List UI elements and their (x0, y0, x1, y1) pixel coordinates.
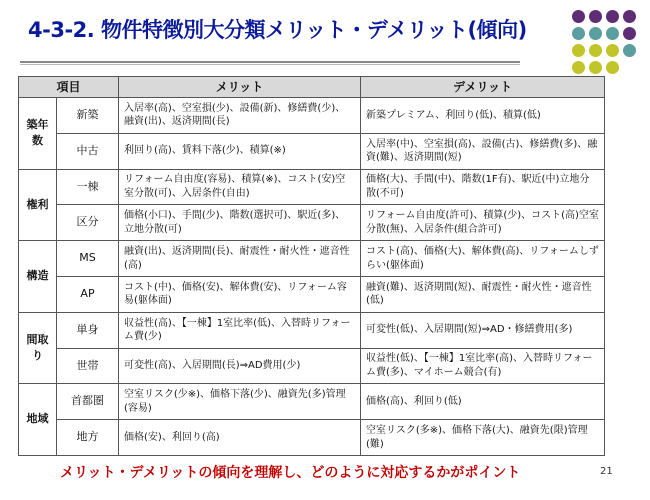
decorative-dot (623, 44, 636, 57)
decorative-dot (589, 10, 602, 23)
table-row (19, 312, 605, 348)
category-label: 地域 (19, 384, 57, 456)
merit-cell: 利回り(高)、賃料下落(少)、積算(※) (119, 133, 361, 169)
merit-demerit-table (18, 76, 605, 456)
decorative-dot (606, 61, 619, 74)
subcategory-label: 首都圏 (57, 384, 119, 420)
category-label: 築年数 (19, 98, 57, 170)
merit-cell: 入居率(高)、空室損(少)、設備(新)、修繕費(少)、融資(出)、返済期間(長) (119, 98, 361, 134)
demerit-cell: 価格(大)、手間(中)、階数(1F有)、駅近(中)立地分散(不可) (361, 169, 605, 205)
decorative-dot (606, 44, 619, 57)
subcategory-label: 区分 (57, 205, 119, 241)
decorative-dot (572, 27, 585, 40)
page-number: 21 (600, 466, 613, 477)
merit-cell: 空室リスク(少※)、価格下落(少)、融資先(多)管理(容易) (119, 384, 361, 420)
table-row (19, 133, 605, 169)
table-row (19, 348, 605, 384)
subcategory-label: 地方 (57, 420, 119, 456)
decorative-dot (572, 10, 585, 23)
demerit-cell: 空室リスク(多※)、価格下落(大)、融資先(限)管理(難) (361, 420, 605, 456)
table-row (19, 420, 605, 456)
footer-note: メリット・デメリットの傾向を理解し、どのように対応するかがポイント (60, 465, 521, 481)
table-row (19, 241, 605, 277)
header-merit: メリット (119, 77, 361, 98)
subcategory-label: AP (57, 276, 119, 312)
table-row (19, 205, 605, 241)
page-title: 4-3-2. 物件特徴別大分類メリット・デメリット(傾向) (28, 18, 527, 42)
merit-cell: 可変性(高)、入居期間(長)⇒AD費用(少) (119, 348, 361, 384)
decorative-dot (572, 44, 585, 57)
decorative-dot (623, 10, 636, 23)
title-divider-thin (20, 64, 520, 65)
decorative-dot (623, 27, 636, 40)
category-label: 権利 (19, 169, 57, 241)
merit-cell: リフォーム自由度(容易)、積算(※)、コスト(安)空室分散(可)、入居条件(自由) (119, 169, 361, 205)
table-row (19, 384, 605, 420)
demerit-cell: 価格(高)、利回り(低) (361, 384, 605, 420)
subcategory-label: 世帯 (57, 348, 119, 384)
decorative-dot-grid (572, 10, 650, 82)
decorative-dot (589, 61, 602, 74)
decorative-dot (589, 27, 602, 40)
demerit-cell: 新築プレミアム、利回り(低)、積算(低) (361, 98, 605, 134)
decorative-dot (589, 44, 602, 57)
decorative-dot (572, 61, 585, 74)
demerit-cell: リフォーム自由度(許可)、積算(少)、コスト(高)空室分散(無)、入居条件(組合許可) (361, 205, 605, 241)
decorative-dot (606, 27, 619, 40)
merit-cell: 価格(小口)、手間(少)、階数(選択可)、駅近(多)、立地分散(可) (119, 205, 361, 241)
table-row (19, 169, 605, 205)
demerit-cell: 入居率(中)、空室損(高)、設備(古)、修繕費(多)、融資(難)、返済期間(短) (361, 133, 605, 169)
subcategory-label: 新築 (57, 98, 119, 134)
title-divider (20, 61, 520, 63)
category-label: 構造 (19, 241, 57, 313)
merit-cell: コスト(中)、価格(安)、解体費(安)、リフォーム容易(躯体面) (119, 276, 361, 312)
table-row (19, 98, 605, 134)
subcategory-label: MS (57, 241, 119, 277)
subcategory-label: 中古 (57, 133, 119, 169)
demerit-cell: コスト(高)、価格(大)、解体費(高)、リフォームしずらい(躯体面) (361, 241, 605, 277)
merit-cell: 収益性(高)、【一棟】1室比率(低)、入替時リフォーム費(少) (119, 312, 361, 348)
header-item: 項目 (19, 77, 119, 98)
demerit-cell: 融資(難)、返済期間(短)、耐震性・耐火性・遮音性(低) (361, 276, 605, 312)
subcategory-label: 単身 (57, 312, 119, 348)
subcategory-label: 一棟 (57, 169, 119, 205)
table-row (19, 276, 605, 312)
merit-cell: 融資(出)、返済期間(長)、耐震性・耐火性・遮音性(高) (119, 241, 361, 277)
table-header-row (19, 77, 605, 98)
demerit-cell: 収益性(低)、【一棟】1室比率(高)、入替時リフォーム費(多)、マイホーム競合(有) (361, 348, 605, 384)
category-label: 間取り (19, 312, 57, 384)
merit-cell: 価格(安)、利回り(高) (119, 420, 361, 456)
decorative-dot (606, 10, 619, 23)
header-demerit: デメリット (361, 77, 605, 98)
demerit-cell: 可変性(低)、入居期間(短)⇒AD・修繕費用(多) (361, 312, 605, 348)
